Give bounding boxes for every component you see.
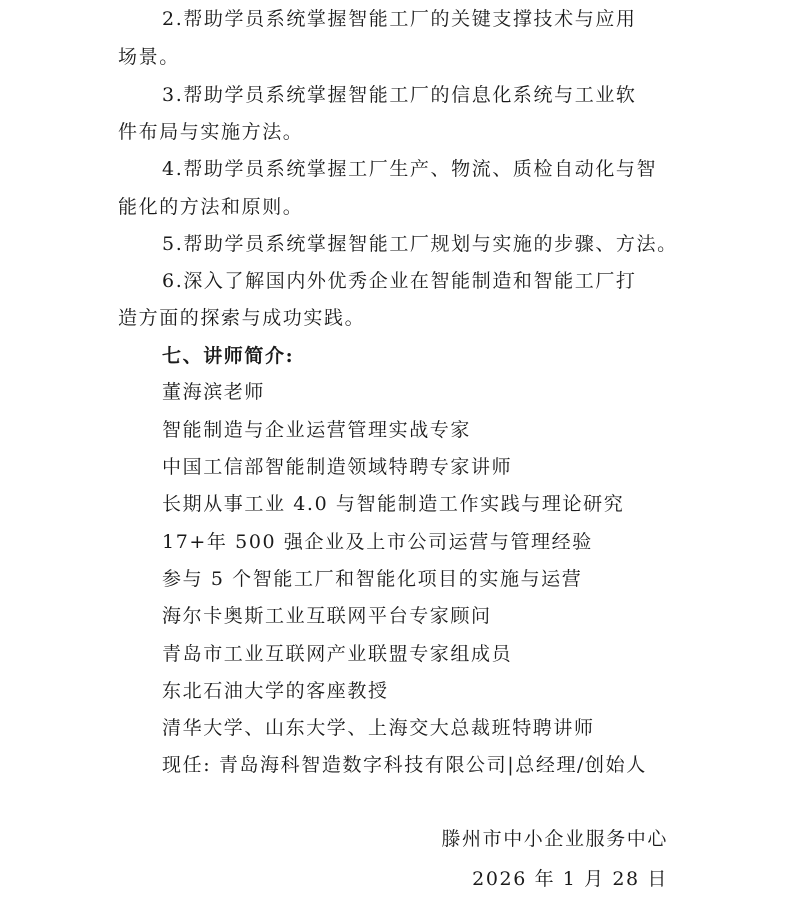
instructor-line: 智能制造与企业运营管理实战专家 xyxy=(162,419,472,441)
objective-3-line-2: 件布局与实施方法。 xyxy=(118,121,304,143)
objective-6-line-1: 6.深入了解国内外优秀企业在智能制造和智能工厂打 xyxy=(162,270,637,292)
objective-4-line-1: 4.帮助学员系统掌握工厂生产、物流、质检自动化与智 xyxy=(162,158,658,180)
objective-4-line-2: 能化的方法和原则。 xyxy=(118,196,304,218)
instructor-line: 现任: 青岛海科智造数字科技有限公司|总经理/创始人 xyxy=(162,754,647,776)
signature-date: 2026 年 1 月 28 日 xyxy=(472,868,668,890)
section-heading-instructor: 七、讲师简介: xyxy=(162,345,295,367)
objective-3-line-1: 3.帮助学员系统掌握智能工厂的信息化系统与工业软 xyxy=(162,84,637,106)
instructor-line: 东北石油大学的客座教授 xyxy=(162,680,389,702)
objective-2-line-2: 场景。 xyxy=(118,46,180,68)
instructor-line: 董海滨老师 xyxy=(162,381,266,403)
objective-5-line-1: 5.帮助学员系统掌握智能工厂规划与实施的步骤、方法。 xyxy=(162,233,678,255)
objective-6-line-2: 造方面的探索与成功实践。 xyxy=(118,307,366,329)
objective-2-line-1: 2.帮助学员系统掌握智能工厂的关键支撑技术与应用 xyxy=(162,8,637,30)
instructor-line: 参与 5 个智能工厂和智能化项目的实施与运营 xyxy=(162,568,583,590)
instructor-line: 17+年 500 强企业及上市公司运营与管理经验 xyxy=(162,531,593,553)
instructor-line: 海尔卡奥斯工业互联网平台专家顾问 xyxy=(162,605,492,627)
instructor-line: 青岛市工业互联网产业联盟专家组成员 xyxy=(162,643,513,665)
instructor-line: 中国工信部智能制造领域特聘专家讲师 xyxy=(162,456,513,478)
signature-organization: 滕州市中小企业服务中心 xyxy=(441,828,668,850)
instructor-line: 长期从事工业 4.0 与智能制造工作实践与理论研究 xyxy=(162,493,625,515)
instructor-line: 清华大学、山东大学、上海交大总裁班特聘讲师 xyxy=(162,717,595,739)
